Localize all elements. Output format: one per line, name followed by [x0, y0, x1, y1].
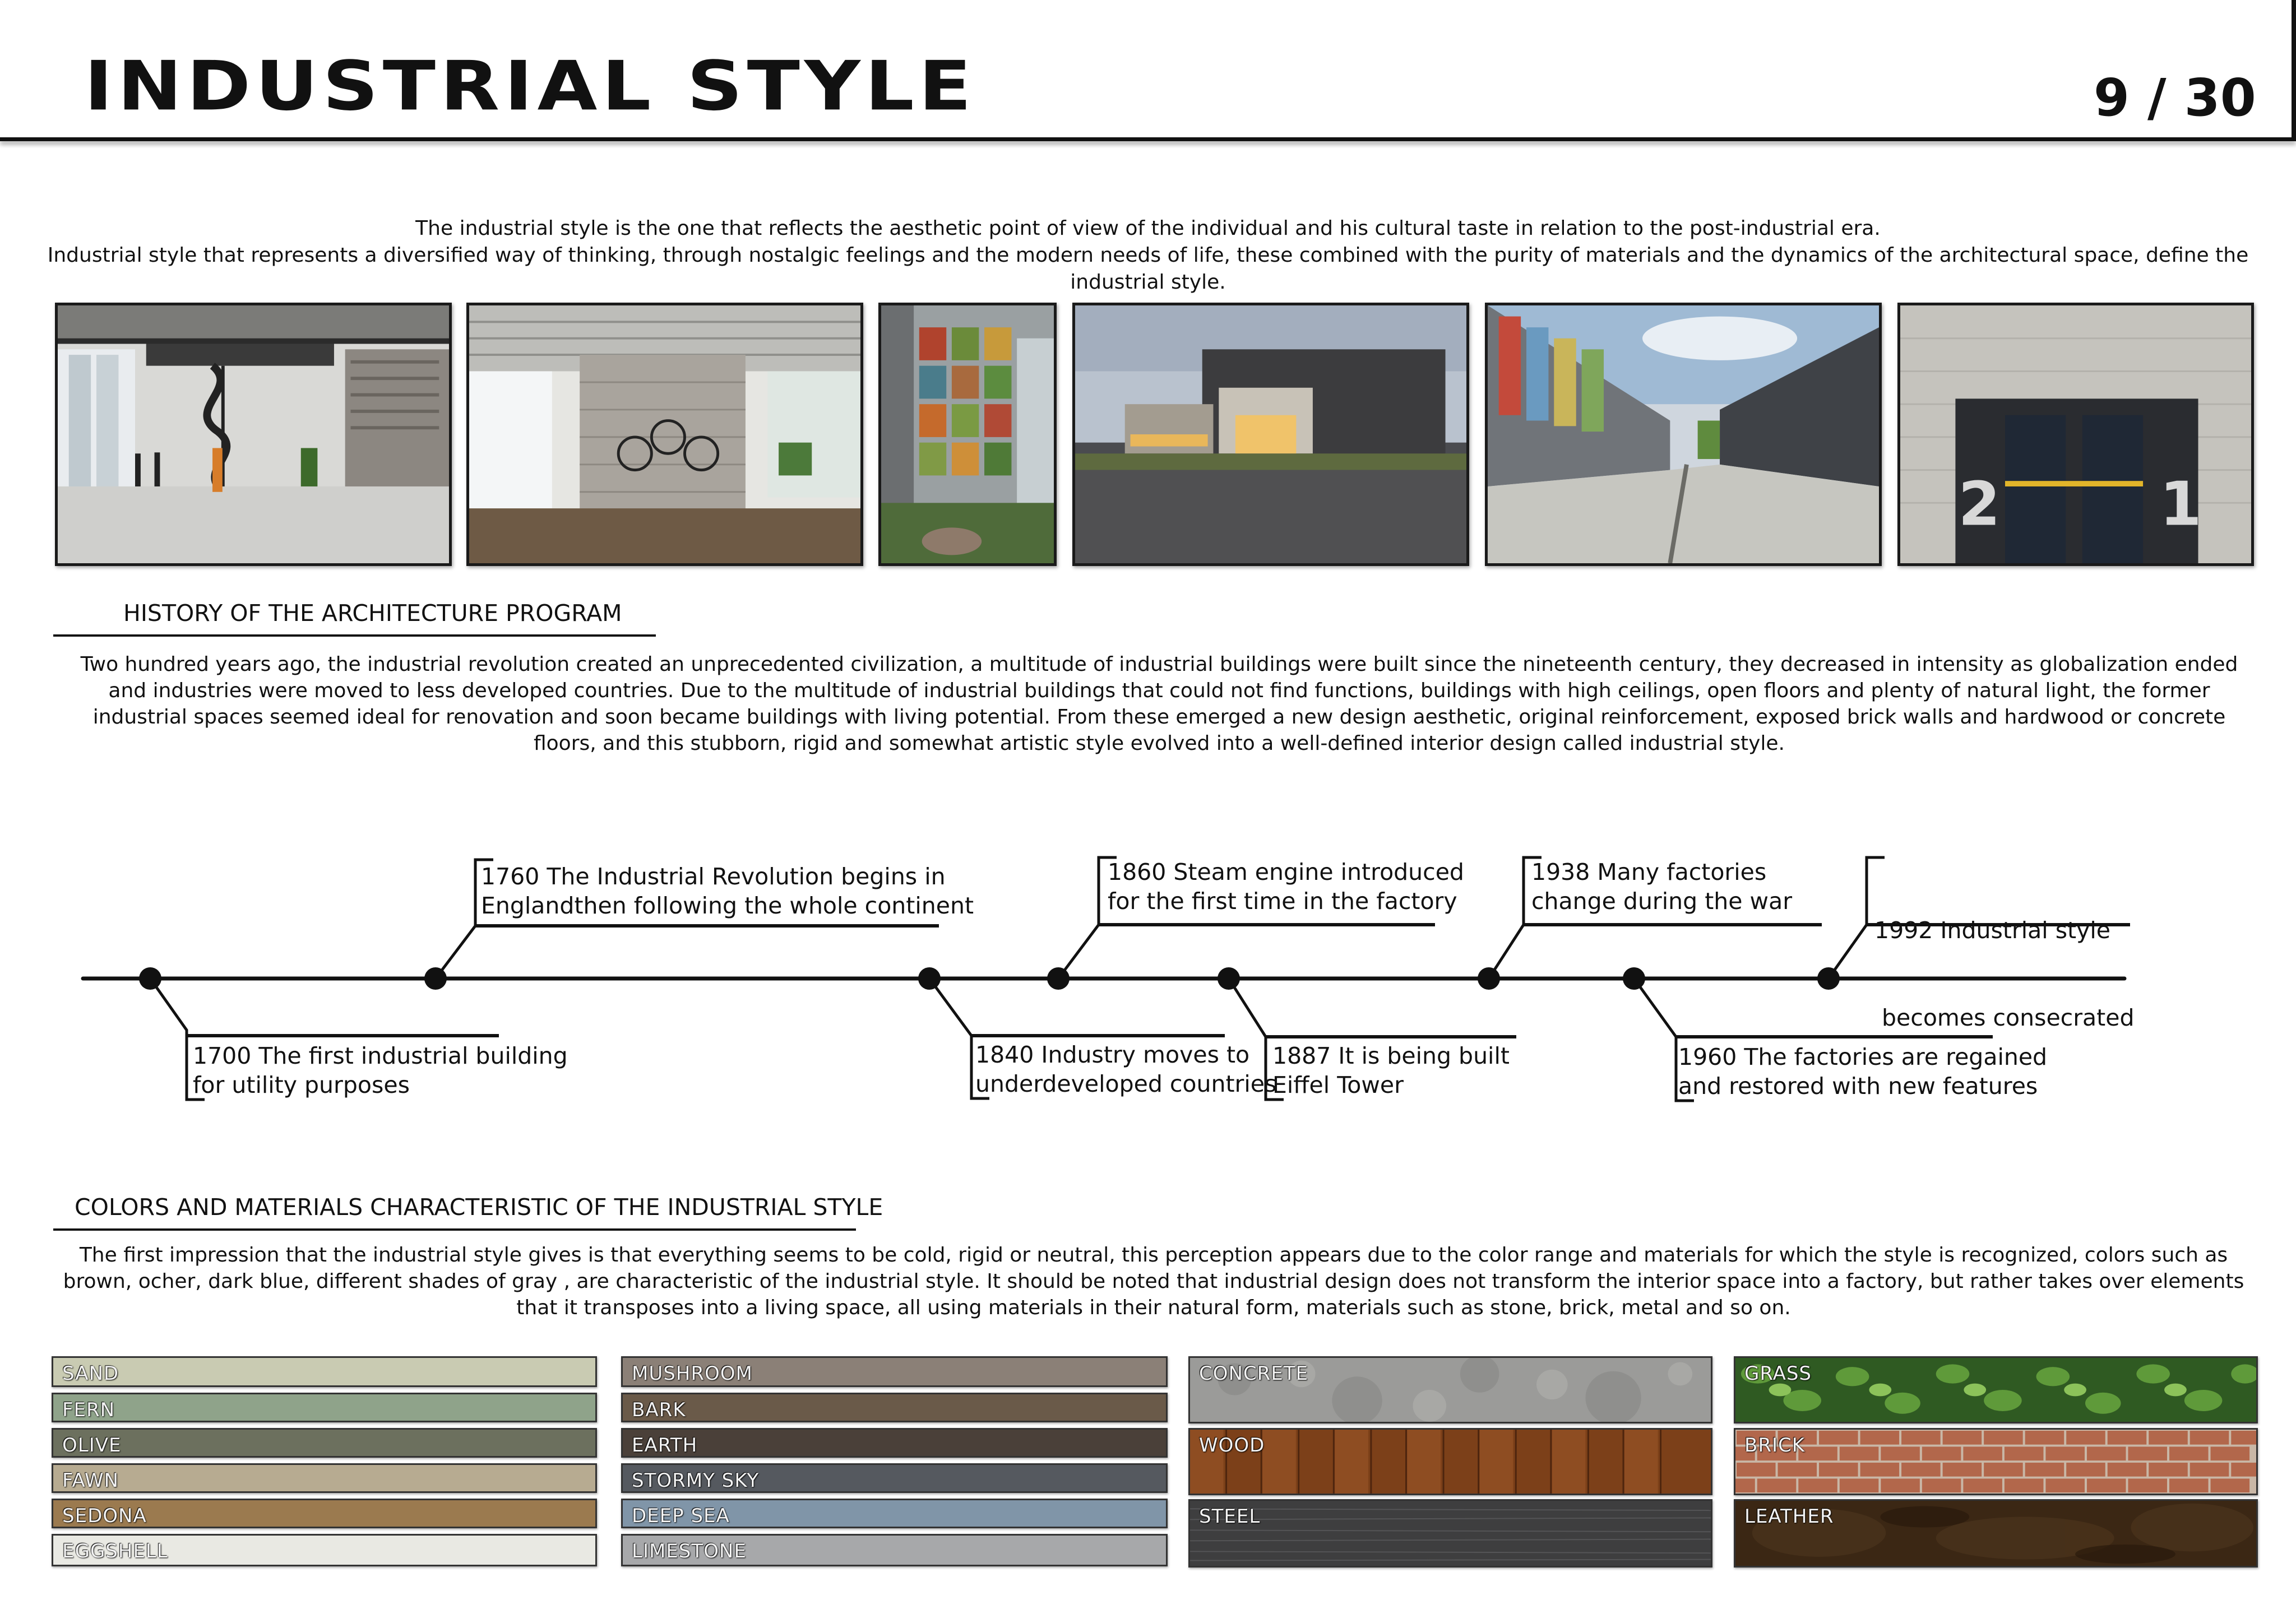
timeline-node [1218, 967, 1240, 990]
swatch-label: EGGSHELL [62, 1540, 168, 1562]
timeline-event-subtitle: underdeveloped countries [975, 1070, 1277, 1097]
swatch-bark [621, 1393, 1168, 1422]
swatch-label: GRASS [1744, 1362, 1812, 1385]
swatch-label: STEEL [1199, 1505, 1261, 1528]
swatch-earth [621, 1428, 1168, 1458]
intro-paragraph [45, 215, 2251, 296]
swatch-label: STORMY SKY [632, 1469, 760, 1492]
page-title: INDUSTRIAL STYLE [84, 46, 976, 126]
swatch-sedona [52, 1499, 597, 1528]
timeline-event-title: 1760 The Industrial Revolution begins in [481, 863, 946, 890]
swatch-label: FERN [62, 1399, 115, 1421]
header-rule [0, 137, 2296, 141]
swatch-label: SEDONA [62, 1505, 147, 1527]
swatch-stormy-sky [621, 1463, 1168, 1493]
timeline [0, 841, 2296, 1121]
photo-colored-facade [878, 303, 1057, 566]
timeline-event-1992 [1874, 857, 2135, 1091]
timeline-event-title: 1992 Industrial style [1874, 917, 2111, 944]
material-grass [1734, 1356, 2258, 1423]
intro-line-1: The industrial style is the one that reflects the aesthetic point of view of the individual and his cultural taste in relation to the post-industrial era. [415, 217, 1881, 240]
intro-line-2: Industrial style that represents a diversified way of thinking, through nostalgic feelings and the modern needs of life, these combined with the purity of materials and the dynamics of the architectural space, define the industrial style. [47, 244, 2249, 294]
swatch-label: LEATHER [1744, 1505, 1834, 1528]
swatch-label: FAWN [62, 1469, 119, 1492]
timeline-event-1938 [1531, 857, 1792, 916]
swatch-label: LIMESTONE [632, 1540, 747, 1562]
swatch-label: OLIVE [62, 1434, 122, 1457]
timeline-event-title: 1860 Steam engine introduced [1108, 859, 1464, 885]
timeline-event-subtitle: and restored with new features [1678, 1073, 2038, 1100]
timeline-event-subtitle: Eiffel Tower [1272, 1072, 1404, 1098]
timeline-node [424, 967, 447, 990]
swatch-mushroom [621, 1356, 1168, 1387]
swatch-label: CONCRETE [1199, 1362, 1309, 1385]
swatch-deep-sea [621, 1499, 1168, 1528]
material-leather [1734, 1499, 2258, 1568]
swatch-label: SAND [62, 1362, 119, 1385]
timeline-event-title: 1960 The factories are regained [1678, 1044, 2048, 1070]
timeline-node [1478, 967, 1500, 990]
header-corner-rule [2292, 0, 2296, 141]
timeline-event-subtitle: becomes consecrated [1874, 1004, 2135, 1031]
swatch-label: DEEP SEA [632, 1505, 730, 1527]
materials-heading-rule [53, 1228, 856, 1231]
timeline-event-subtitle: for utility purposes [193, 1072, 410, 1098]
history-paragraph: Two hundred years ago, the industrial revolution created an unprecedented civilization, a multitude of industrial buildings were built since the nineteenth century, they decreased in intensity as globalization ended and industries were moved to less developed countries. Due to the multitude of industrial buildings that could not find functions, buildings with high ceilings, open floors and plenty of natural light, the former industrial spaces seemed ideal for renovation and soon became buildings with living potential. From these emerged a new design aesthetic, original reinforcement, exposed brick walls and hardwood or concrete floors, and this stubborn, rigid and somewhat artistic style evolved into a well-defined interior design called industrial style. [80, 653, 2238, 755]
timeline-event-1700 [193, 1041, 568, 1100]
swatch-sand [52, 1356, 597, 1387]
swatch-label: BRICK [1744, 1434, 1806, 1457]
timeline-event-1860 [1108, 857, 1464, 916]
swatch-label: BARK [632, 1399, 686, 1421]
svg-text:2: 2 [1958, 469, 2001, 540]
swatch-fawn [52, 1463, 597, 1493]
history-heading: HISTORY OF THE ARCHITECTURE PROGRAM [123, 600, 622, 627]
swatch-limestone [621, 1534, 1168, 1566]
svg-text:1: 1 [2159, 469, 2202, 540]
timeline-event-1760 [481, 862, 974, 920]
material-brick [1734, 1428, 2258, 1495]
timeline-event-title: 1700 The first industrial building [193, 1042, 568, 1069]
swatch-label: EARTH [632, 1434, 698, 1457]
page-number: 9 / 30 [2094, 68, 2256, 128]
material-steel [1188, 1499, 1712, 1568]
timeline-event-title: 1938 Many factories [1531, 859, 1767, 885]
swatch-eggshell [52, 1534, 597, 1566]
photo-factory-courtyard [1485, 303, 1882, 566]
material-wood [1188, 1428, 1712, 1495]
timeline-event-title: 1887 It is being built [1272, 1042, 1510, 1069]
timeline-event-1887 [1272, 1041, 1510, 1100]
page-header [0, 0, 2296, 140]
timeline-node [1817, 967, 1840, 990]
photo-atrium-spiral-stair [55, 303, 452, 566]
timeline-node [139, 967, 161, 990]
swatch-label: MUSHROOM [632, 1362, 753, 1385]
timeline-node [1623, 967, 1645, 990]
materials-heading: COLORS AND MATERIALS CHARACTERISTIC OF THE INDUSTRIAL STYLE [75, 1194, 883, 1221]
timeline-node [918, 967, 941, 990]
timeline-event-subtitle: Englandthen following the whole continent [481, 892, 974, 919]
timeline-event-1840 [975, 1040, 1276, 1098]
swatch-olive [52, 1428, 597, 1458]
material-concrete [1188, 1356, 1712, 1423]
timeline-event-subtitle: change during the war [1531, 888, 1793, 915]
swatch-label: WOOD [1199, 1434, 1265, 1457]
photo-building-exterior-dusk [1072, 303, 1469, 566]
photo-elevator-doors [1897, 303, 2254, 566]
photo-bike-wall-office [466, 303, 863, 566]
timeline-event-title: 1840 Industry moves to [975, 1041, 1250, 1068]
swatch-fern [52, 1393, 597, 1422]
timeline-node [1047, 967, 1070, 990]
timeline-event-subtitle: for the first time in the factory [1108, 888, 1457, 915]
materials-paragraph: The first impression that the industrial style gives is that everything seems to be cold, rigid or neutral, this perception appears due to the color range and materials for which the style is recognized, colors such as brown, ocher, dark blue, different shades of gray , are characteristic of the industrial style. It should be noted that industrial design does not transform the interior space into a factory, but rather takes over elements that it transposes into a living space, all using materials in their natural form, materials such as stone, brick, metal and so on. [63, 1244, 2244, 1319]
history-heading-rule [53, 634, 656, 637]
